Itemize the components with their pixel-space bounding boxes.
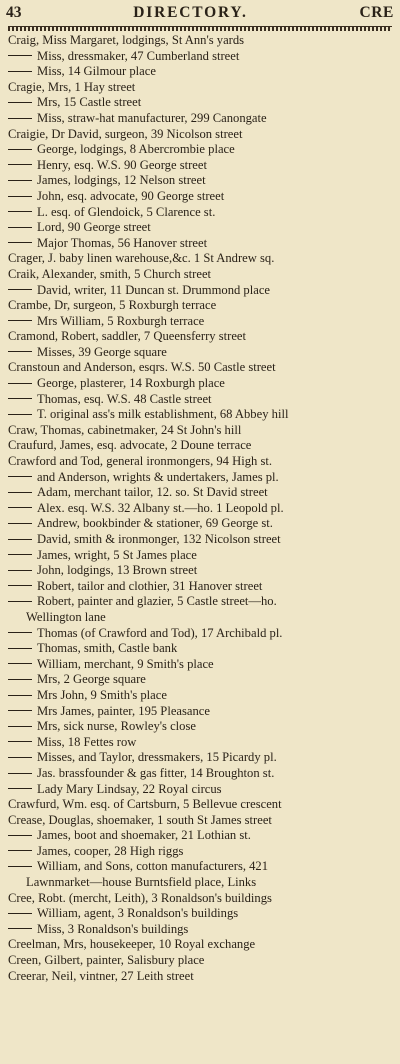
- directory-subentry: Mrs, 15 Castle street: [8, 95, 392, 111]
- directory-entry: Craw, Thomas, cabinetmaker, 24 St John's hill: [8, 422, 242, 437]
- header-rule: [8, 26, 392, 31]
- directory-subentry: Miss, straw-hat manufacturer, 299 Canongate: [8, 111, 392, 127]
- directory-subentry: Mrs John, 9 Smith's place: [8, 688, 392, 704]
- guide-word: CRE: [359, 4, 394, 21]
- directory-subentry: William, agent, 3 Ronaldson's buildings: [8, 906, 392, 922]
- directory-subentry: George, lodgings, 8 Abercrombie place: [8, 142, 392, 158]
- directory-subentry: Alex. esq. W.S. 32 Albany st.—ho. 1 Leopold pl.: [8, 501, 392, 517]
- directory-subentry: John, esq. advocate, 90 George street: [8, 189, 392, 205]
- directory-subentry: Lord, 90 George street: [8, 220, 392, 236]
- directory-entry: Creelman, Mrs, housekeeper, 10 Royal exchange: [8, 937, 256, 952]
- directory-subentry: Mrs James, painter, 195 Pleasance: [8, 704, 392, 720]
- directory-entry: Crambe, Dr, surgeon, 5 Roxburgh terrace: [8, 298, 217, 313]
- directory-entry: Cragie, Mrs, 1 Hay street: [8, 79, 136, 94]
- directory-entry: Crawfurd, Wm. esq. of Cartsburn, 5 Bellevue crescent: [8, 797, 282, 812]
- directory-subentry: James, lodgings, 12 Nelson street: [8, 173, 392, 189]
- directory-subentry: Misses, and Taylor, dressmakers, 15 Picardy pl.: [8, 750, 392, 766]
- directory-subentry: James, boot and shoemaker, 21 Lothian st.: [8, 828, 392, 844]
- directory-subentry: Robert, tailor and clothier, 31 Hanover street: [8, 579, 392, 595]
- directory-subentry: Miss, 14 Gilmour place: [8, 64, 392, 80]
- directory-entry: Cranstoun and Anderson, esqrs. W.S. 50 Castle street: [8, 360, 276, 375]
- directory-subentry: Thomas, esq. W.S. 48 Castle street: [8, 392, 392, 408]
- directory-subentry: Robert, painter and glazier, 5 Castle street—ho.: [8, 594, 392, 610]
- directory-entry: Craik, Alexander, smith, 5 Church street: [8, 266, 212, 281]
- directory-subentry: John, lodgings, 13 Brown street: [8, 563, 392, 579]
- directory-subentry: Mrs, 2 George square: [8, 672, 392, 688]
- directory-subentry: Misses, 39 George square: [8, 345, 392, 361]
- directory-subentry: Jas. brassfounder & gas fitter, 14 Broughton st.: [8, 766, 392, 782]
- directory-subentry: David, writer, 11 Duncan st. Drummond place: [8, 283, 392, 299]
- directory-subentry: Thomas (of Crawford and Tod), 17 Archibald pl.: [8, 626, 392, 642]
- directory-subentry: L. esq. of Glendoick, 5 Clarence st.: [8, 205, 392, 221]
- directory-entry: Craig, Miss Margaret, lodgings, St Ann's yards: [8, 33, 245, 47]
- directory-entry: Creen, Gilbert, painter, Salisbury place: [8, 953, 205, 968]
- directory-entry: Crawford and Tod, general ironmongers, 94 High st.: [8, 454, 273, 469]
- directory-entry: Crager, J. baby linen warehouse,&c. 1 St Andrew sq.: [8, 251, 275, 266]
- entry-list: [6, 33, 394, 984]
- directory-subentry: T. original ass's milk establishment, 68 Abbey hill: [8, 407, 392, 423]
- directory-entry: Creerar, Neil, vintner, 27 Leith street: [8, 968, 194, 983]
- directory-subentry: William, merchant, 9 Smith's place: [8, 657, 392, 673]
- directory-subentry: George, plasterer, 14 Roxburgh place: [8, 376, 392, 392]
- directory-subentry: Adam, merchant tailor, 12. so. St David street: [8, 485, 392, 501]
- directory-subentry: William, and Sons, cotton manufacturers, 421: [8, 859, 392, 875]
- directory-subentry: Lady Mary Lindsay, 22 Royal circus: [8, 782, 392, 798]
- directory-subentry: Mrs, sick nurse, Rowley's close: [8, 719, 392, 735]
- directory-subentry: David, smith & ironmonger, 132 Nicolson street: [8, 532, 392, 548]
- directory-entry: Cree, Robt. (mercht, Leith), 3 Ronaldson's buildings: [8, 890, 272, 905]
- running-title: DIRECTORY.: [133, 4, 248, 21]
- directory-subentry: Miss, 18 Fettes row: [8, 735, 392, 751]
- directory-subentry: Miss, 3 Ronaldson's buildings: [8, 922, 392, 938]
- page-number: 43: [6, 4, 22, 21]
- directory-entry: Crease, Douglas, shoemaker, 1 south St James street: [8, 812, 272, 827]
- directory-subentry: James, wright, 5 St James place: [8, 548, 392, 564]
- directory-subentry: Miss, dressmaker, 47 Cumberland street: [8, 49, 392, 65]
- directory-subentry: Andrew, bookbinder & stationer, 69 George st.: [8, 516, 392, 532]
- directory-subentry: Major Thomas, 56 Hanover street: [8, 236, 392, 252]
- page-header: [6, 0, 394, 26]
- entry-continuation: Lawnmarket—house Burntsfield place, Links: [26, 875, 257, 890]
- directory-entry: Craufurd, James, esq. advocate, 2 Doune terrace: [8, 438, 252, 453]
- directory-subentry: James, cooper, 28 High riggs: [8, 844, 392, 860]
- directory-subentry: Henry, esq. W.S. 90 George street: [8, 158, 392, 174]
- directory-entry: Craigie, Dr David, surgeon, 39 Nicolson street: [8, 126, 243, 141]
- directory-subentry: Mrs William, 5 Roxburgh terrace: [8, 314, 392, 330]
- directory-entry: Cramond, Robert, saddler, 7 Queensferry street: [8, 329, 247, 344]
- entry-continuation: Wellington lane: [26, 609, 106, 624]
- directory-subentry: Thomas, smith, Castle bank: [8, 641, 392, 657]
- directory-subentry: and Anderson, wrights & undertakers, James pl.: [8, 470, 392, 486]
